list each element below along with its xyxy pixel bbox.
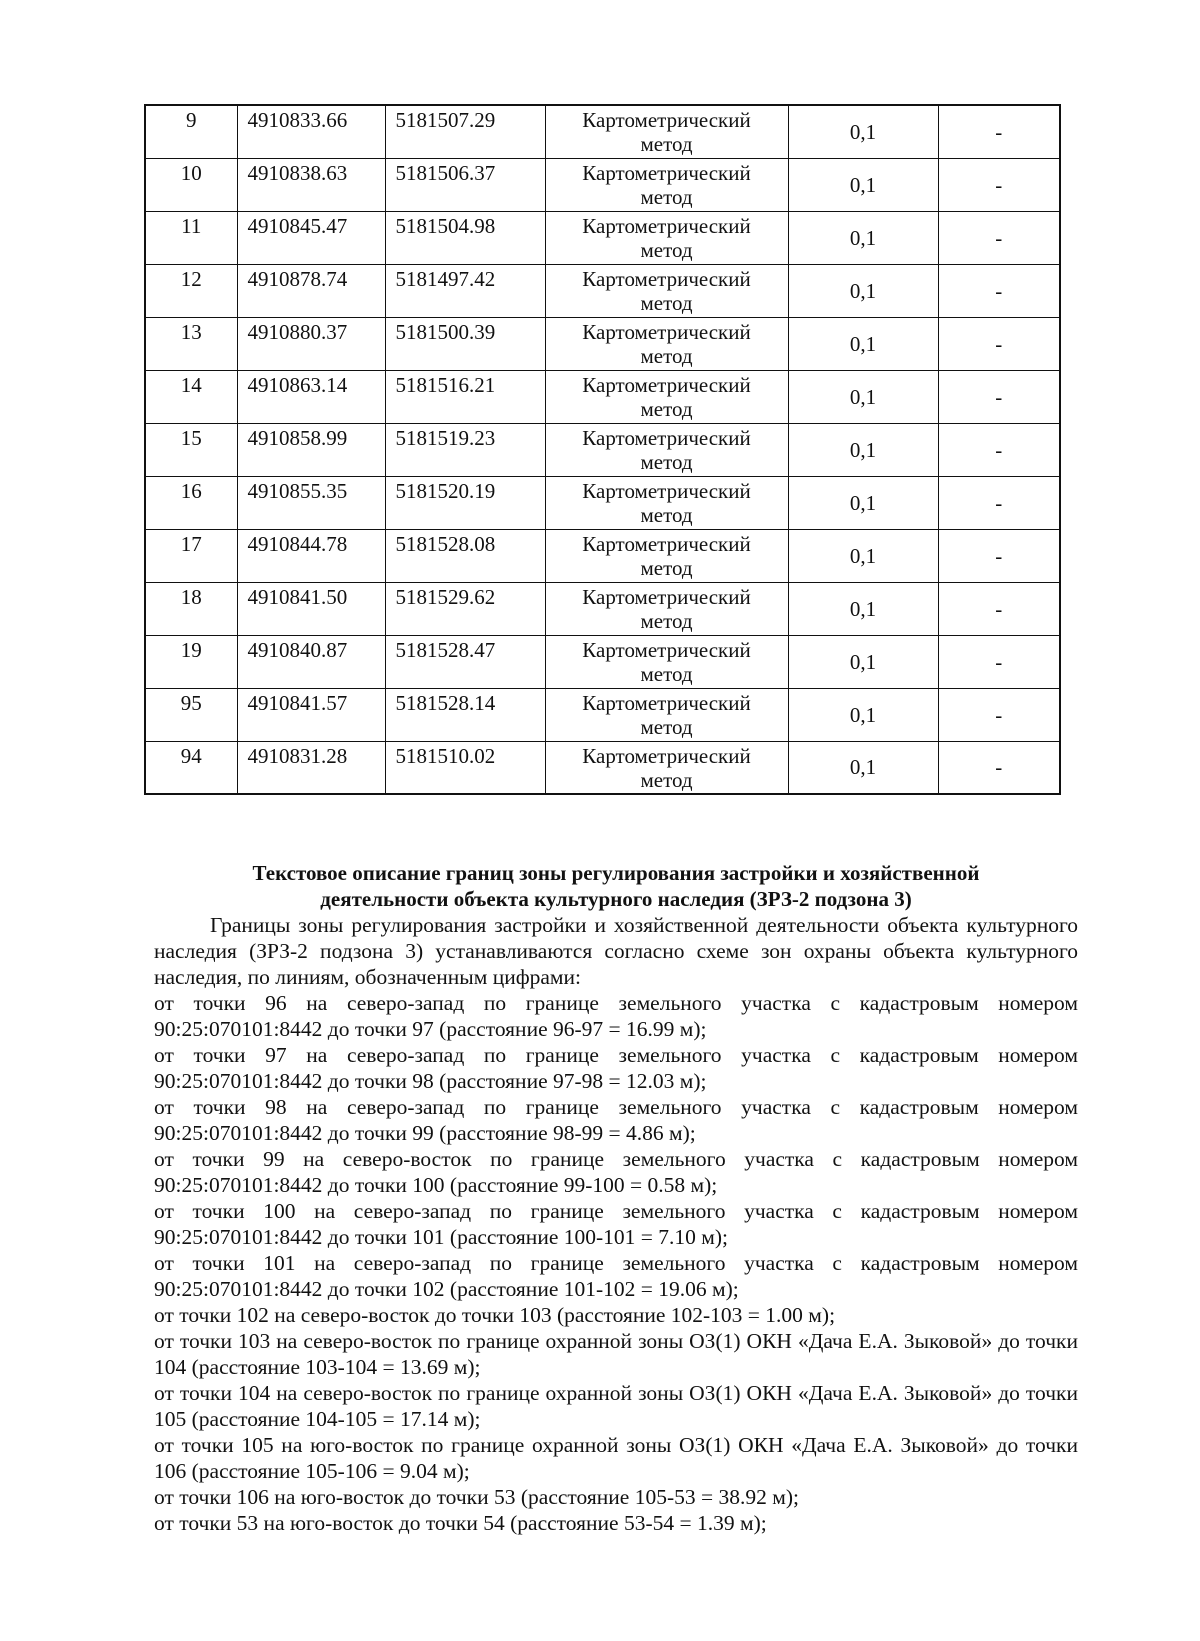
method-line-1: Картометрический (582, 213, 751, 238)
boundary-segment: от точки 98 на северо-запад по границе земельного участка с кадастровым номером 90:25:070101:8442 до точки 99 (расстояние 98-99 = 4.86 м); (154, 1095, 1078, 1145)
note: - (938, 688, 1060, 741)
method-line-2: метод (640, 608, 693, 633)
boundary-segment: от точки 96 на северо-запад по границе земельного участка с кадастровым номером 90:25:070101:8442 до точки 97 (расстояние 96-97 = 16.99 м); (154, 991, 1078, 1041)
note: - (938, 158, 1060, 211)
point-number: 13 (145, 317, 237, 370)
accuracy: 0,1 (788, 158, 938, 211)
coordinate-y: 5181516.21 (385, 370, 545, 423)
method-cell (545, 370, 788, 423)
accuracy: 0,1 (788, 105, 938, 158)
method-cell (545, 158, 788, 211)
method-line-2: метод (640, 396, 693, 421)
section-heading-line-1: Текстовое описание границ зоны регулирования застройки и хозяйственной (252, 861, 980, 885)
coordinate-x: 4910878.74 (237, 264, 385, 317)
coordinate-x: 4910845.47 (237, 211, 385, 264)
method-line-1: Картометрический (582, 531, 751, 556)
accuracy: 0,1 (788, 635, 938, 688)
point-number: 95 (145, 688, 237, 741)
table-row (145, 211, 1060, 264)
table-row (145, 264, 1060, 317)
coordinate-x: 4910841.50 (237, 582, 385, 635)
method-line-1: Картометрический (582, 637, 751, 662)
table-row (145, 582, 1060, 635)
method-line-1: Картометрический (582, 108, 751, 132)
accuracy: 0,1 (788, 688, 938, 741)
method-cell (545, 529, 788, 582)
accuracy: 0,1 (788, 423, 938, 476)
table-row (145, 317, 1060, 370)
intro-paragraph: Границы зоны регулирования застройки и хозяйственной деятельности объекта культурного наследия (ЗРЗ-2 подзона 3) устанавливаются согласно схеме зон охраны объекта культурного наследия, по линиям, обозначенным цифрами: (154, 913, 1078, 989)
method-line-2: метод (640, 132, 693, 156)
coordinate-y: 5181500.39 (385, 317, 545, 370)
point-number: 10 (145, 158, 237, 211)
boundary-segment: от точки 101 на северо-запад по границе земельного участка с кадастровым номером 90:25:070101:8442 до точки 102 (расстояние 101-102 = 19.06 м); (154, 1251, 1078, 1301)
boundary-segment: от точки 106 на юго-восток до точки 53 (расстояние 105-53 = 38.92 м); (154, 1485, 799, 1509)
method-cell (545, 264, 788, 317)
boundary-segment: от точки 103 на северо-восток по границе охранной зоны ОЗ(1) ОКН «Дача Е.А. Зыковой» до точки 104 (расстояние 103-104 = 13.69 м); (154, 1329, 1078, 1379)
point-number: 19 (145, 635, 237, 688)
method-cell (545, 105, 788, 158)
coordinate-y: 5181497.42 (385, 264, 545, 317)
table-row (145, 423, 1060, 476)
method-line-2: метод (640, 767, 693, 792)
table-row (145, 741, 1060, 794)
section-heading (154, 860, 1078, 912)
point-number: 17 (145, 529, 237, 582)
table-row (145, 529, 1060, 582)
method-cell (545, 741, 788, 794)
boundary-description-section (154, 860, 1078, 1536)
point-number: 16 (145, 476, 237, 529)
coordinate-x: 4910844.78 (237, 529, 385, 582)
coordinate-y: 5181529.62 (385, 582, 545, 635)
method-line-1: Картометрический (582, 584, 751, 609)
boundary-segment: от точки 102 на северо-восток до точки 103 (расстояние 102-103 = 1.00 м); (154, 1303, 836, 1327)
point-number: 9 (145, 105, 237, 158)
coordinate-x: 4910841.57 (237, 688, 385, 741)
note: - (938, 582, 1060, 635)
accuracy: 0,1 (788, 529, 938, 582)
point-number: 18 (145, 582, 237, 635)
note: - (938, 211, 1060, 264)
method-cell (545, 688, 788, 741)
method-line-2: метод (640, 184, 693, 209)
table-row (145, 635, 1060, 688)
accuracy: 0,1 (788, 317, 938, 370)
method-line-2: метод (640, 555, 693, 580)
coordinate-x: 4910838.63 (237, 158, 385, 211)
boundary-segment: от точки 104 на северо-восток по границе охранной зоны ОЗ(1) ОКН «Дача Е.А. Зыковой» до точки 105 (расстояние 104-105 = 17.14 м); (154, 1381, 1078, 1431)
boundary-segment: от точки 99 на северо-восток по границе земельного участка с кадастровым номером 90:25:070101:8442 до точки 100 (расстояние 99-100 = 0.58 м); (154, 1147, 1078, 1197)
coordinate-y: 5181528.14 (385, 688, 545, 741)
method-cell (545, 423, 788, 476)
coordinate-x: 4910831.28 (237, 741, 385, 794)
coordinate-y: 5181528.47 (385, 635, 545, 688)
boundary-segment: от точки 97 на северо-запад по границе земельного участка с кадастровым номером 90:25:070101:8442 до точки 98 (расстояние 97-98 = 12.03 м); (154, 1043, 1078, 1093)
boundary-segment: от точки 105 на юго-восток по границе охранной зоны ОЗ(1) ОКН «Дача Е.А. Зыковой» до точки 106 (расстояние 105-106 = 9.04 м); (154, 1433, 1078, 1483)
method-line-1: Картометрический (582, 372, 751, 397)
accuracy: 0,1 (788, 476, 938, 529)
coordinate-x: 4910863.14 (237, 370, 385, 423)
method-line-1: Картометрический (582, 478, 751, 503)
point-number: 11 (145, 211, 237, 264)
accuracy: 0,1 (788, 370, 938, 423)
method-line-1: Картометрический (582, 425, 751, 450)
coordinate-y: 5181506.37 (385, 158, 545, 211)
method-cell (545, 211, 788, 264)
note: - (938, 635, 1060, 688)
method-cell (545, 582, 788, 635)
boundary-segment: от точки 53 на юго-восток до точки 54 (расстояние 53-54 = 1.39 м); (154, 1511, 767, 1535)
point-number: 94 (145, 741, 237, 794)
point-number: 15 (145, 423, 237, 476)
table-row (145, 476, 1060, 529)
note: - (938, 105, 1060, 158)
coordinates-table-body (145, 105, 1060, 794)
note: - (938, 317, 1060, 370)
coordinate-y: 5181528.08 (385, 529, 545, 582)
point-number: 12 (145, 264, 237, 317)
coordinate-y: 5181519.23 (385, 423, 545, 476)
accuracy: 0,1 (788, 741, 938, 794)
method-line-1: Картометрический (582, 160, 751, 185)
method-cell (545, 476, 788, 529)
method-line-2: метод (640, 343, 693, 368)
method-line-2: метод (640, 290, 693, 315)
note: - (938, 741, 1060, 794)
coordinate-x: 4910840.87 (237, 635, 385, 688)
point-number: 14 (145, 370, 237, 423)
coordinate-x: 4910858.99 (237, 423, 385, 476)
method-line-1: Картометрический (582, 266, 751, 291)
method-line-2: метод (640, 237, 693, 262)
coordinates-table (144, 104, 1061, 795)
method-line-2: метод (640, 661, 693, 686)
method-line-1: Картометрический (582, 690, 751, 715)
note: - (938, 264, 1060, 317)
note: - (938, 370, 1060, 423)
note: - (938, 423, 1060, 476)
method-line-2: метод (640, 449, 693, 474)
coordinate-y: 5181510.02 (385, 741, 545, 794)
note: - (938, 529, 1060, 582)
table-row (145, 370, 1060, 423)
coordinate-x: 4910833.66 (237, 105, 385, 158)
accuracy: 0,1 (788, 582, 938, 635)
coordinate-y: 5181504.98 (385, 211, 545, 264)
table-row (145, 105, 1060, 158)
boundary-segment: от точки 100 на северо-запад по границе земельного участка с кадастровым номером 90:25:070101:8442 до точки 101 (расстояние 100-101 = 7.10 м); (154, 1199, 1078, 1249)
accuracy: 0,1 (788, 211, 938, 264)
coordinate-y: 5181520.19 (385, 476, 545, 529)
accuracy: 0,1 (788, 264, 938, 317)
method-line-2: метод (640, 714, 693, 739)
method-line-2: метод (640, 502, 693, 527)
method-cell (545, 317, 788, 370)
coordinate-x: 4910855.35 (237, 476, 385, 529)
table-row (145, 688, 1060, 741)
method-cell (545, 635, 788, 688)
method-line-1: Картометрический (582, 319, 751, 344)
method-line-1: Картометрический (582, 743, 751, 768)
coordinate-x: 4910880.37 (237, 317, 385, 370)
table-row (145, 158, 1060, 211)
note: - (938, 476, 1060, 529)
section-heading-line-2: деятельности объекта культурного наследия (ЗРЗ-2 подзона 3) (320, 887, 912, 911)
coordinate-y: 5181507.29 (385, 105, 545, 158)
